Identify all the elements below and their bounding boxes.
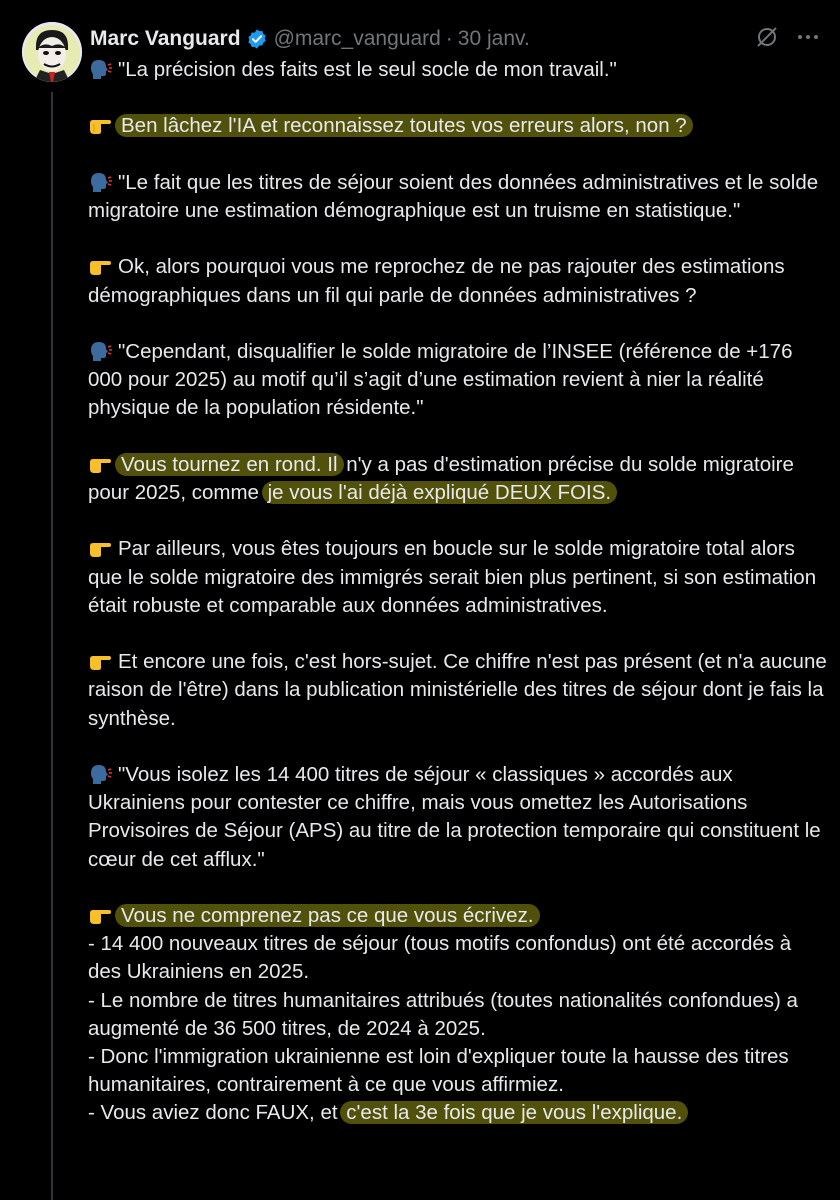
tweet-header <box>90 24 820 54</box>
more-options-icon[interactable] <box>796 25 820 49</box>
paragraph-quote-1: "La précision des faits est le seul socle de mon travail." <box>88 56 828 84</box>
author-handle[interactable]: @marc_vanguard <box>273 27 441 50</box>
thread-line <box>51 92 53 1200</box>
paragraph-reply-2: Ok, alors pourquoi vous me reprochez de ne pas rajouter des estimations démographiques dans un fil qui parle de données administratives ? <box>88 255 785 307</box>
paragraph-reply-4: Par ailleurs, vous êtes toujours en boucle sur le solde migratoire total alors que le solde migratoire des immigrés serait bien plus pertinent, si son estimation était robuste et comparable aux données administratives. <box>88 537 817 617</box>
avatar[interactable] <box>22 22 82 82</box>
paragraph-quote-3: "Cependant, disqualifier le solde migratoire de l’INSEE (référence de +176 000 pour 2025) au motif qu’il s’agit d’une estimation revient à nier la réalité physique de la population résidente." <box>88 339 793 420</box>
pointing-hand-emoji <box>88 904 112 926</box>
pointing-hand-emoji <box>88 255 112 277</box>
grok-icon[interactable] <box>754 24 780 50</box>
pointing-hand-emoji <box>88 650 112 672</box>
paragraph-quote-2: "Le fait que les titres de séjour soient des données administratives et le solde migratoire une estimation démographique est un truisme en statistique." <box>88 170 819 222</box>
caricature-portrait-icon <box>22 22 82 82</box>
speaking-head-emoji <box>88 171 112 193</box>
paragraph-quote-4: "Vous isolez les 14 400 titres de séjour « classiques » accordés aux Ukrainiens pour contester ce chiffre, mais vous omettez les Autorisations Provisoires de Séjour (APS) au titre de la protection temporaire qui constituent le cœur de cet afflux." <box>88 762 821 871</box>
highlighted-text: Ben lâchez l'IA et reconnaissez toutes vos erreurs alors, non ? <box>115 114 693 137</box>
pointing-hand-emoji <box>88 537 112 559</box>
list-item: - Vous aviez donc FAUX, et c'est la 3e fois que je vous l'explique. <box>88 1099 828 1127</box>
speaking-head-emoji <box>88 340 112 362</box>
speaking-head-emoji <box>88 763 112 785</box>
paragraph-reply-5: Et encore une fois, c'est hors-sujet. Ce chiffre n'est pas présent (et n'a aucune raison de l'être) dans la publication ministérielle des titres de séjour dont je fais la synthèse. <box>88 650 827 730</box>
list-item: - Donc l'immigration ukrainienne est loin d'expliquer toute la hausse des titres humanitaires, contrairement à ce que vous affirmiez. <box>88 1044 789 1097</box>
highlighted-text: c'est la 3e fois que je vous l'explique. <box>340 1101 688 1124</box>
speaking-head-emoji <box>88 58 112 80</box>
pointing-hand-emoji <box>88 453 112 475</box>
highlighted-text: Vous tournez en rond. Il <box>115 453 344 476</box>
highlighted-text: je vous l'ai déjà expliqué DEUX FOIS. <box>262 481 617 504</box>
paragraph-reply-6 <box>88 902 828 930</box>
paragraph-reply-3: Vous tournez en rond. Il n'y a pas d'estimation précise du solde migratoire pour 2025, comme je vous l'ai déjà expliqué DEUX FOIS. <box>88 452 794 504</box>
pointing-hand-emoji <box>88 114 112 136</box>
verified-badge-icon <box>246 28 268 50</box>
separator-dot: · <box>445 27 453 50</box>
paragraph-reply-1 <box>88 112 828 140</box>
list-item: - 14 400 nouveaux titres de séjour (tous motifs confondus) ont été accordés à des Ukrainiens en 2025. <box>88 932 792 984</box>
list-item: - Le nombre de titres humanitaires attribués (toutes nationalités confondues) a augmenté de 36 500 titres, de 2024 à 2025. <box>88 988 798 1040</box>
tweet-text <box>88 56 828 1128</box>
highlighted-text: Vous ne comprenez pas ce que vous écrivez. <box>115 904 540 927</box>
tweet-date[interactable]: 30 janv. <box>457 27 530 50</box>
author-name[interactable]: Marc Vanguard <box>90 27 241 50</box>
